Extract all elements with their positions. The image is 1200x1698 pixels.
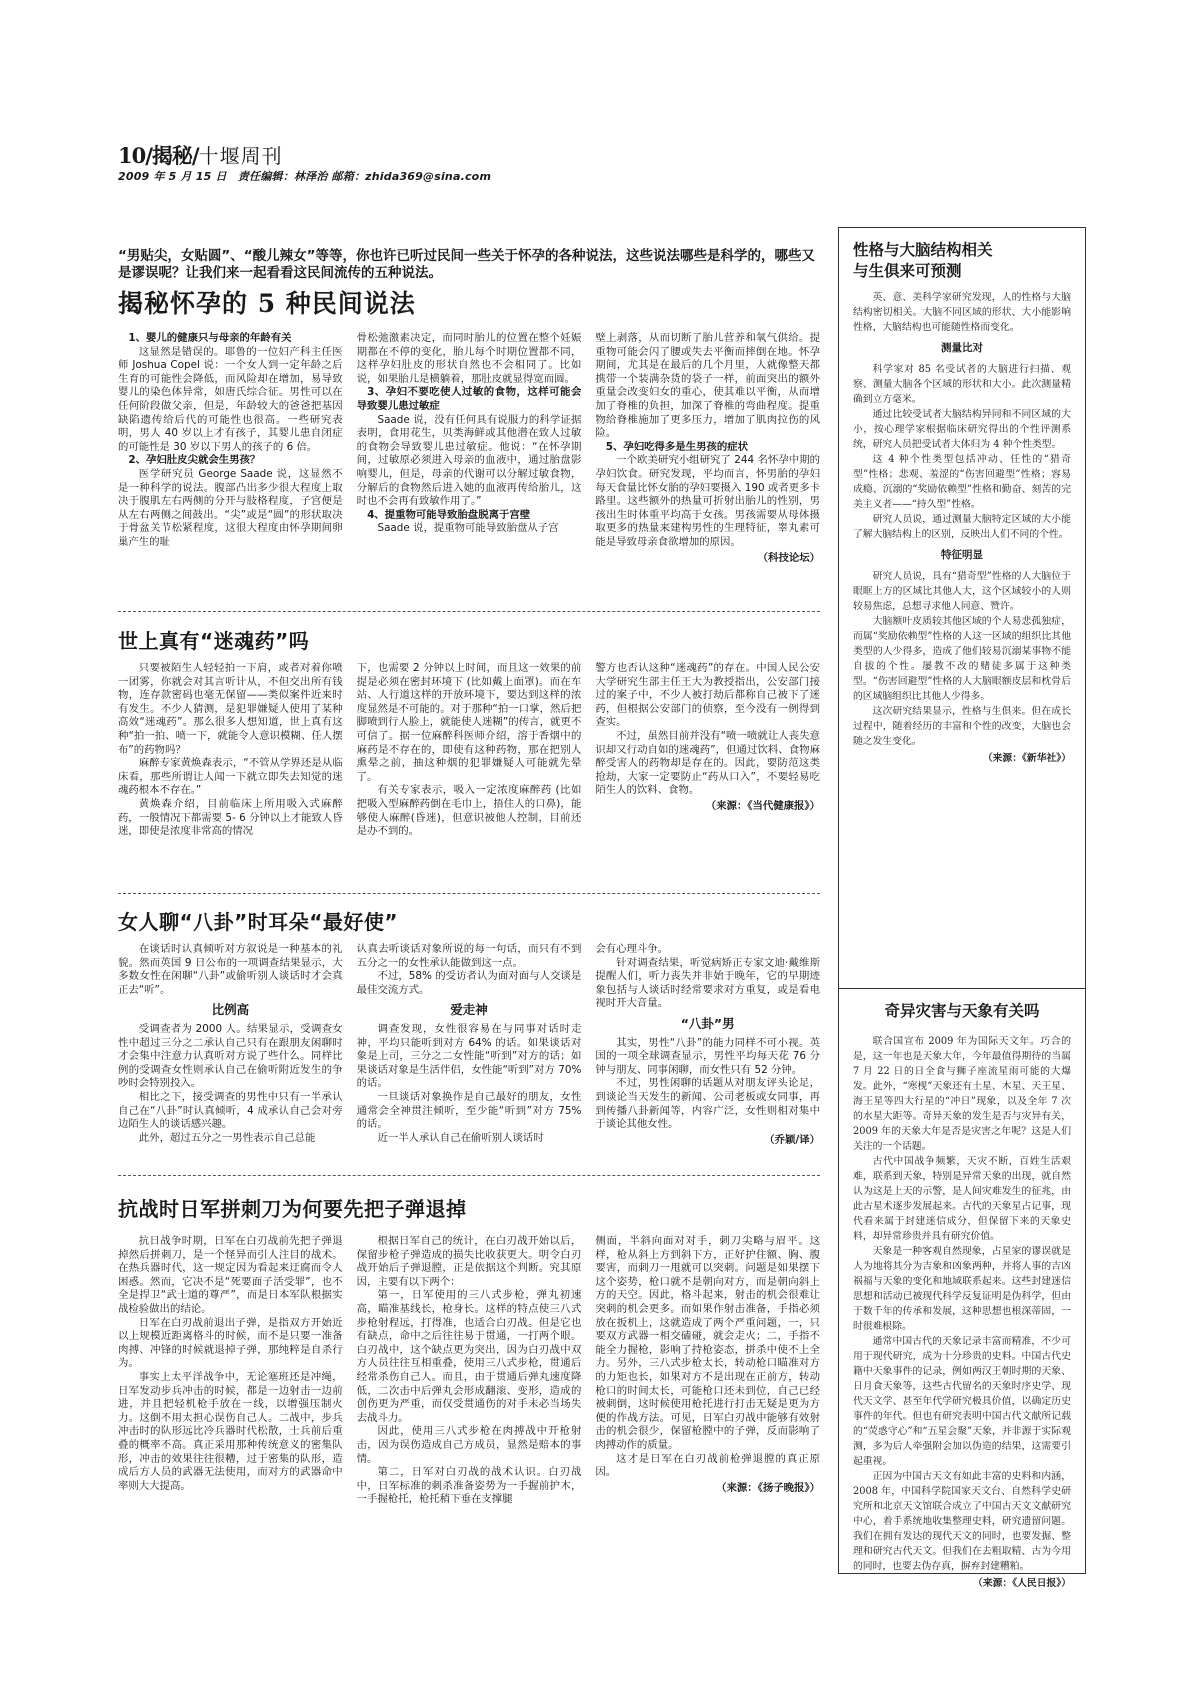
- paragraph: 认真去听谈话对象所说的每一句话，而只有不到五分之一的女性承认能做到这一点。: [356, 943, 582, 969]
- article2-title: 世上真有“迷魂药”吗: [118, 629, 310, 653]
- sidebar: [838, 227, 1086, 1589]
- paragraph: 受调查者为 2000 人。结果显示，受调查女性中超过三分之二承认自己只有在跟朋友闲聊时才会集中注意力认真听对方说了些什么。同样比例的受调查女性则承认自己在偷听附近发生的争吵时会特别投入。: [118, 1022, 343, 1090]
- subheading: 4、提重物可能导致胎盘脱离于宫壁: [367, 508, 531, 521]
- article1-col3: [595, 332, 820, 596]
- divider: [118, 893, 820, 894]
- subheading: 5、孕妇吃得多是生男孩的症状: [605, 440, 749, 453]
- source-credit: （科技论坛）: [757, 551, 821, 564]
- article3-title: 女人聊“八卦”时耳朵“最好使”: [118, 910, 399, 934]
- paragraph: 这次研究结果显示，性格与生俱来。但在成长过程中，随着经历的丰富和个性的改变，大脑也会随之发生变化。: [853, 706, 1071, 747]
- article2-col3: [595, 662, 820, 874]
- paragraph: 此外，超过五分之一男性表示自己总能: [138, 1131, 316, 1144]
- masthead: [118, 140, 283, 170]
- article4-col1: [118, 1235, 343, 1565]
- paragraph: 科学家对 85 名受试者的大脑进行扫描、观察、测量大脑各个区域的形状和大小。此次测量精确到立方毫米。: [853, 364, 1071, 405]
- paragraph: 这才是日军在白刃战前枪弹退膛的真正原因。: [595, 1452, 821, 1479]
- source-credit: （来源：《新华社》）: [982, 753, 1071, 764]
- article1-lead: “男贴尖，女贴圆”、“酸儿辣女”等等，你也许已听过民间一些关于怀孕的各种说法，这些说法哪些是科学的，哪些又是谬误呢？让我们来一起看看这民间流传的五种说法。: [118, 248, 815, 281]
- paragraph: 研究人员说，具有“猎奇型”性格的人大脑位于眼眶上方的区域比其他人大，这个区域较小的人则较易焦虑，总想寻求他人同意、赞许。: [853, 571, 1071, 612]
- article2-col1: [118, 662, 343, 874]
- paragraph: 骨松弛激素决定，而同时胎儿的位置在整个妊娠期都在不停的变化，胎儿每个时期位置都不同，这样孕妇肚皮的形状自然也不会相同了。比如说，如果胎儿是横躺着，那肚皮就显得宽而圆。: [356, 332, 582, 385]
- source-credit: （来源：《人民日报》）: [973, 1578, 1071, 1589]
- sidebar-box2: [839, 1001, 1085, 1022]
- paragraph: 黄焕森介绍，目前临床上所用吸入式麻醉药，一般情况下都需要 5- 6 分钟以上才能致人昏迷，即使是浓度非常高的情况: [118, 797, 343, 838]
- sidebar-box2-title: 奇异灾害与天象有关吗: [884, 1002, 1040, 1020]
- divider: [118, 1175, 820, 1176]
- paragraph: 抗日战争时期，日军在白刃战前先把子弹退掉然后拼刺刀，是一个怪异而引人注目的战术。在热兵器时代，这一规定因为看起来迂腐而令人困惑。然而，它决不是“死要面子活受罪”，也不全是捍卫“武士道的尊严”，而是日本军队根据实战检验做出的结论。: [118, 1235, 343, 1315]
- article4-col2: [357, 1235, 582, 1565]
- paragraph: 一个欧美研究小组研究了 244 名怀孕中期的孕妇饮食。研究发现，平均而言，怀男胎的孕妇每天食量比怀女胎的孕妇要摄入 190 或者更多卡路里。这些额外的热量可折射出胎儿的性别，男孩出生时体重平均高于女孩。男孩需要从母体摄取更多的热量来建构男性的生理特征，睾丸素可能是导致母亲食欲增加的原因。: [595, 454, 821, 548]
- sidebar-box1-text: [839, 290, 1085, 980]
- sidebar-box1-sub1: 测量比对: [941, 342, 983, 354]
- article3-col1: [118, 943, 343, 1156]
- paragraph: 警方也否认这种“迷魂药”的存在。中国人民公安大学研究生部主任王大为教授指出，公安部门接过的案子中，不少人被打劫后都称自己被下了迷药，但根据公安部门的侦察，至今没有一例得到查实。: [595, 662, 821, 729]
- paragraph: 在谈话时认真倾听对方叙说是一种基本的礼貌。然而英国 9 日公布的一项调查结果显示，大多数女性在闲聊“八卦”或偷听别人谈话时才会真正去“听”。: [118, 943, 343, 996]
- article3-col2: [357, 943, 582, 1156]
- paragraph: 医学研究员 George Saade 说，这显然不是一种科学的说法。腹部凸出多少很大程度上取决于腹肌左右两侧的分开与肢格程度，子宫便是从左右两侧之间鼓出。“尖”或是“圆”的形状取决于骨盆关节松紧程度，这很大程度由怀孕期间卵巢产生的耻: [118, 467, 343, 548]
- sidebar-box1-paras1: [853, 362, 1071, 542]
- article4-title: 抗战时日军拼刺刀为何要先把子弹退掉: [118, 1197, 467, 1221]
- paragraph: 不过，虽然目前并没有“喷一喷就让人丧失意识却又行动自如的迷魂药”，但通过饮料、食物麻醉受害人的药物却是存在的。因此，要防范这类抢劫，大家一定要防止“药从口入”，不要轻易吃陌生人的饮料、食物。: [595, 729, 821, 797]
- subheading: 1、婴儿的健康只与母亲的年龄有关: [128, 332, 292, 344]
- paragraph: 针对调查结果，听觉病矫正专家文迪·戴维斯提醒人们，听力丧失并非始于晚年，它的早期迹象包括与人谈话时经常要求对方重复，或是看电视时开大音量。: [595, 956, 821, 1010]
- paragraph: 因此，使用三八式步枪在肉搏战中开枪射击，因为误伤造成自己方成员，显然是赔本的事情。: [356, 1425, 582, 1465]
- article3-col3: [595, 943, 820, 1156]
- divider: [118, 611, 820, 612]
- paragraph: Saade 说，提重物可能导致胎盘从子宫: [377, 522, 559, 535]
- paper-name: 十堰周刊: [198, 144, 283, 168]
- sidebar-box1-sub2: 特征明显: [941, 549, 983, 561]
- paragraph: 侧面，半斜向面对对手，刺刀尖略与眉平。这样，枪从斜上方到斜下方，正好护住额、胸、腹要害，而刺刀一甩就可以突刺。问题是如果摆下这个姿势，枪口就不是朝向对方，而是朝向斜上方的天空。因此，格斗起来，射击的机会很难让突刺的机会更多。而如果作射击准备，手指必须放在扳机上，这就造成了两个严重问题，一，只要双方武器一相交磕碰，就会走火；二，手指不能全力握枪，影响了持枪姿态，拼杀中使不上全力。另外，三八式步枪太长，转动枪口瞄准对方的力矩也长，如果对方不是出现在正前方，转动枪口的时间太长，可能枪口还未到位，自己已经被刺倒，这时候使用枪托进行打击无疑是更为方便的作战方法。可见，日军白刃战中能够有效射击的机会很少，保留枪膛中的子弹，反而影响了肉搏动作的质量。: [595, 1235, 821, 1451]
- subheading: “八卦”男: [680, 1015, 735, 1031]
- paragraph: 相比之下，接受调查的男性中只有一半承认自己在“八卦”时认真倾听，4 成承认自己会对旁边陌生人的谈话感兴趣。: [118, 1090, 343, 1131]
- article3-body: [118, 943, 820, 1156]
- paragraph: 一旦谈话对象换作是自己最好的朋友，女性通常会全神贯注倾听，至少能“听到”对方 75% 的话。: [356, 1090, 582, 1131]
- sidebar-box1-title-line1: 性格与大脑结构相关: [853, 241, 993, 259]
- source-credit: （乔颖/译）: [764, 1133, 821, 1146]
- paragraph: 天象是一种客观自然现象，占星家的谬误就是人为地将其分为吉象和凶象两种，并将人事的吉凶祸福与天象的变化和地域联系起来。这些封建迷信思想和活动已被现代科学反复证明是伪科学，但由于数千年的传承和发展，这种思想也根深蒂固，一时很难根除。: [853, 1246, 1071, 1332]
- sidebar-box1-intro: 英、意、美科学家研究发现，人的性格与大脑结构密切相关。大脑不同区域的形状、大小能影响性格，大脑结构也可能随性格而变化。: [853, 292, 1071, 333]
- sidebar-box2-paras: [853, 1034, 1071, 1591]
- article1-col2: [357, 332, 582, 596]
- sidebar-box1: [839, 240, 1085, 282]
- paragraph: 壁上剥落，从而切断了胎儿营养和氧气供给。提重物可能会闪了腰或失去平衡而摔倒在地。怀孕期间，尤其是在最后的几个月里，人就像整天都携带一个装满杂货的袋子一样，前面突出的额外重量会改变妇女的重心，使其难以平衡，从而增加了脊椎的负担，加深了脊椎的弯曲程度。提重物给脊椎施加了更多压力，增加了肌肉拉伤的风险。: [595, 332, 821, 440]
- paragraph: 这显然是错误的。耶鲁的一位妇产科主任医师 Joshua Copel 说：一个女人到一定年龄之后生育的可能性会降低，而风险却在增加，易导致婴儿的染色体异常，如唐氏综合征。男性可以在任何阶段做父亲，但是，年龄较大的爸爸把基因缺陷遗传给后代的可能性也很高。一些研究表明，男人 40 岁以上才有孩子，其婴儿患自闭症的可能性是 30 岁以下男人的孩子的 6 倍。: [118, 345, 343, 453]
- paragraph: 不过，58% 的受访者认为面对面与人交谈是最佳交流方式。: [356, 970, 582, 996]
- article4-col3: [595, 1235, 820, 1565]
- dateline: 2009 年 5 月 15 日 责任编辑：林泽治 邮箱：zhida369@sina.com: [118, 170, 492, 183]
- subheading: 2、孕妇肚皮尖就会生男孩？: [128, 454, 261, 467]
- sidebar-box1-paras2: [853, 569, 1071, 766]
- paragraph: Saade 说，没有任何具有说服力的科学证据表明，食用花生，贝类海鲜或其他潜在致人过敏的食物会导致婴儿患过敏症。他说：“在怀孕期间，过敏原必须进入母亲的血液中，通过胎盘影响婴儿，但是，母亲的代谢可以分解过敏食物，分解后的食物然后进入她的血液再传给胎儿，这时也不会再有致敏作用了。”: [356, 413, 582, 508]
- sidebar-box1-title-line2: 与生俱来可预测: [853, 262, 962, 280]
- paragraph: 这 4 种个性类型包括冲动、任性的“猎奇型”性格；悲观、羞涩的“伤害回避型”性格；容易成瘾、沉溺的“奖励依赖型”性格和勤奋、刻苦的完美主义者——“持久型”性格。: [853, 454, 1071, 510]
- paragraph: 事实上太平洋战争中，无论塞班还是冲绳，日军发动步兵冲击的时候，都是一边射击一边前进，并且把轻机枪手放在一线，以增强压制火力。这倒不用太担心误伤自己人。二战中，步兵冲击时的队形远比冷兵器时代松散，士兵前后重叠的概率不高。真正采用那种传统意义的密集队形，冲击的效果往往很糟，过于密集的队形，造成后方人员的武器无法使用，而对方的武器命中率则大大提高。: [118, 1370, 343, 1492]
- paragraph: 正因为中国古天文有如此丰富的史料和内涵，2008 年，中国科学院国家天文台、自然科学史研究所和北京天文馆联合成立了中国古天文文献研究中心，着手系统地收集整理史料，研究遗留问题。我们在拥有发达的现代天文的同时，也要发掘、整理和研究古代天文。但我们在去粗取精、古为今用的同时，也要去伪存真，摒弃封建糟粕。: [853, 1471, 1071, 1572]
- paragraph: 古代中国战争频繁，天灾不断，百姓生活艰难，联系到天象，特别是异常天象的出现，就自然认为这是上天的示警，是人间灾难发生的征兆，由此古星术逐步发展起来。古代的天象星占记事，现代看来属于封建迷信成分，但保留下来的天象史料，却异常珍贵并具有研究价值。: [853, 1156, 1071, 1242]
- subheading: 爱走神: [450, 1002, 488, 1018]
- article1-col1: [118, 332, 343, 596]
- paragraph: 有关专家表示，吸入一定浓度麻醉药 (比如把吸入型麻醉药倒在毛巾上，捂住人的口鼻)，能够使人麻醉(昏迷)，但意识被他人控制，目前还是办不到的。: [356, 784, 582, 838]
- paragraph: 调查发现，女性很容易在与同事对话时走神，平均只能听到对方 64% 的话。如果谈话对象是上司，三分之二女性能“听到”对方的话；如果谈话对象是生活伴侣，女性能“听到”对方 70% 的话。: [356, 1022, 582, 1090]
- paragraph: 不过，男性闲聊的话题从对朋友评头论足，到谈论当天发生的新闻、公司老板或女同事，再到传播八卦新闻等，内容广泛，女性则相对集中于谈论其他女性。: [595, 1077, 821, 1131]
- paragraph: 其实，男性“八卦”的能力同样不可小视。英国的一项全球调查显示，男性平均每天花 76 分钟与朋友、同事闲聊，而女性只有 52 分钟。: [595, 1036, 821, 1076]
- article2-body: [118, 662, 820, 874]
- paragraph: 研究人员说，通过测量大脑特定区域的大小能了解大脑结构上的区别，反映出人们不同的个性。: [853, 514, 1071, 540]
- sidebar-box2-text: [839, 1034, 1085, 1589]
- paragraph: 下，也需要 2 分钟以上时间，而且这一效果的前提是必须在密封环境下 (比如戴上面罩)。而在车站、人行道这样的开放环境下，要达到这样的浓度显然是不可能的。对于那种“拍一口掌，然后把脚喷到行人脸上，就能使人迷糊”的传言，就更不可信了。据一位麻醉科医师介绍，溶于香烟中的麻药是不存在的，即使有这种药物，那在把别人熏晕之前，抽这种烟的犯罪嫌疑人可能就先晕了。: [356, 662, 582, 783]
- source-credit: （来源：《当代健康报》）: [705, 799, 821, 812]
- article1-title: 揭秘怀孕的 5 种民间说法: [118, 289, 416, 318]
- paragraph: 会有心理斗争。: [595, 943, 669, 955]
- article4-body: [118, 1235, 820, 1565]
- paragraph: 联合国宣布 2009 年为国际天文年。巧合的是，这一年也是天象大年，今年最值得期待的当属 7 月 22 日的日全食与狮子座流星雨可能的大爆发。此外，“寒枧”天象还有土星、木星、天王星、海王星等四大行星的“冲日”现象，以及全年 7 次的水星大距等。奇异天象的发生是否与灾异有关，2009 年的天象大年是否是灾害之年呢？这是人们关注的一个话题。: [853, 1036, 1071, 1152]
- article1-body: [118, 332, 820, 596]
- article2-col2: [357, 662, 582, 874]
- sidebar-divider: [839, 988, 1085, 989]
- paragraph: 麻醉专家黄焕森表示，“不管从学界还是从临床看，那些所谓让人闻一下就立即失去知觉的迷魂药根本不存在。”: [118, 757, 343, 797]
- paragraph: 第二，日军对白刃战的战术认识。白刃战中，日军标准的刺杀准备姿势为一手握前护木，一手握枪托，枪托稍下垂在支撑腿: [356, 1466, 582, 1506]
- paragraph: 近一半人承认自己在偷听别人谈话时: [377, 1131, 544, 1144]
- paragraph: 大脑额叶皮质较其他区域的个人易悲孤独症，而属“奖励依赖型”性格的人这一区域的组织比其他类型的人少得多，造成了他们较易沉溺某事物不能自拔的个性。屡教不改的赌徒多属于这种类型。“伤害回避型”性格的人大脑眼额皮层和枕骨后的区域脑组织比其他人少得多。: [853, 616, 1071, 702]
- paragraph: 只要被陌生人轻轻拍一下肩，或者对着你喷一团雾，你就会对其言听计从，不但交出所有钱物，连存款密码也毫无保留——类似案件近来时有发生。不少人猜测，是犯罪嫌疑人使用了某种高效“迷魂药”。那么很多人想知道，世上真有这种“拍一拍、喷一下，就能令人意识模糊、任人摆布”的药物吗？: [118, 662, 343, 756]
- paragraph: 通过比较受试者大脑结构异同和不同区域的大小，按心理学家根据临床研究得出的个性评测系统，研究人员把受试者大体归为 4 种个性类型。: [853, 409, 1071, 450]
- subheading: 比例高: [211, 1002, 250, 1018]
- paragraph: 通常中国古代的天象记录丰富而精准，不少可用于现代研究，成为十分珍贵的史料。中国古代史籍中天象事件的记录，例如两汉王朝时期的天象、日月食天象等，这些古代留名的天象时序史学、现代天文学、甚至年代学研究极具价值，以确定历史事件的年代。但也有研究表明中国古代文献所记载的“荧惑守心”和“五星会聚”天象，并非源于实际观测，多为后人牵强附会加以伪造的结果，这需要引起重视。: [853, 1336, 1071, 1467]
- subheading: 3、孕妇不要吃使人过敏的食物，这样可能会导致婴儿患过敏症: [356, 386, 582, 412]
- paragraph: 第一，日军使用的三八式步枪，弹丸初速高，瞄准基线长，枪身长。这样的特点使三八式步枪射程远，打得准，也适合白刃战。但是它也有缺点，命中之后往往易于贯通，一打两个眼。白刃战中，这个缺点更为突出，因为白刃战中双方人员往往互相重叠，使用三八式步枪，贯通后经常杀伤自己人。而且，由于贯通后弹丸速度降低，二次击中后弹丸会形成翻滚、变形，造成的创伤更为严重，而仅受贯通伤的对手未必当场失去战斗力。: [356, 1289, 582, 1424]
- paragraph: 根据日军自己的统计，在白刃战开始以后，保留步枪子弹造成的损失比收获更大。明令白刃战开始后子弹退膛，正是依据这个判断。究其原因，主要有以下两个：: [356, 1235, 582, 1288]
- paragraph: 日军在白刃战前退出子弹，是指双方开始近以上规模近距离格斗的时候，而不是只要一准备肉搏、冲锋的时候就退掉子弹，那纯粹是自杀行为。: [118, 1316, 343, 1370]
- source-credit: （来源：《扬子晚报》）: [716, 1481, 821, 1494]
- section-label: 10/揭秘/: [118, 143, 199, 168]
